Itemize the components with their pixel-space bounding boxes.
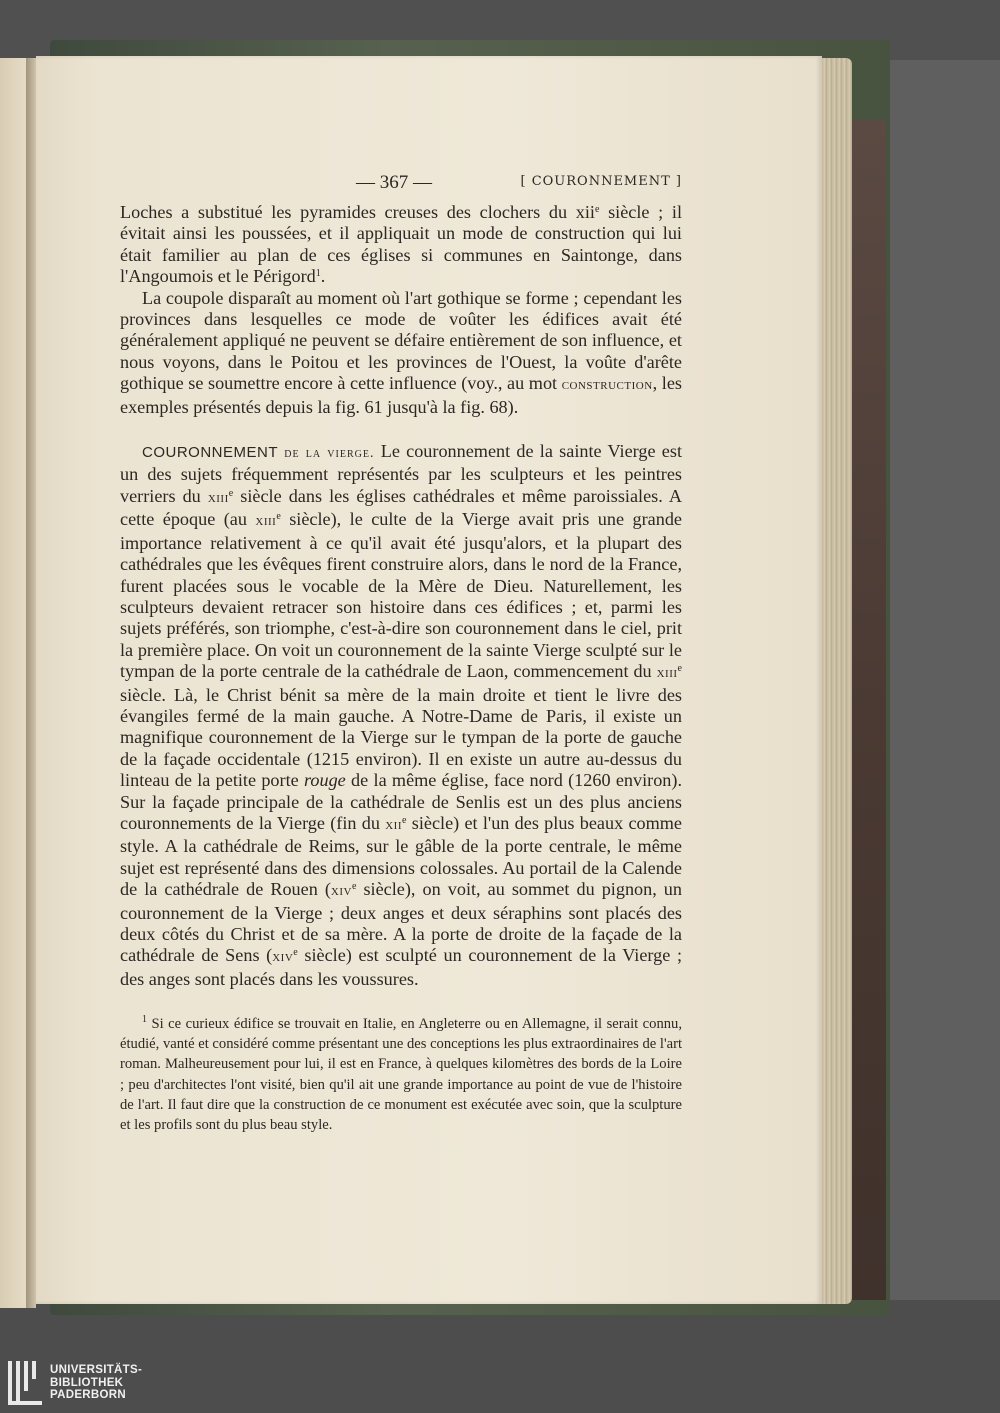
body-text	[120, 202, 682, 990]
running-head: [ COURONNEMENT ]	[520, 174, 682, 189]
emphasis-rouge: rouge	[304, 770, 346, 791]
entry-subheading: de la vierge.	[284, 446, 375, 462]
entry-heading: COURONNEMENT	[142, 444, 278, 462]
library-logo-icon	[8, 1361, 42, 1405]
left-page	[0, 58, 26, 1308]
page-header	[120, 172, 682, 198]
footnote	[120, 1014, 682, 1135]
page-edges	[818, 58, 852, 1304]
entry-couronnement: COURONNEMENT de la vierge. Le couronnement de la sainte Vierge est un des sujets fréquemment représentés par les sculpteurs et les peintres verriers du xiii$^e$ siècle dans les églises cathédrales et même paroissiales. A cette époque (au xiii$^e$ siècle), le culte de la Vierge avait pris une grande importance relativement à ce qu'il avait été jusqu'alors, et la plupart des cathédrales que les évêques firent construire alors, dans le nord de la France, furent placées sous le vocable de la Mère de Dieu. Naturellement, les sculpteurs devaient retracer son histoire dans ces édifices ; et, parmi les sujets préférés, son triomphe, c'est-à-dire son couronnement dans le ciel, prit la première place. On voit un couronnement de la sainte Vierge sculpté sur le tympan de la porte centrale de la cathédrale de Laon, commencement du xiii$^e$ siècle. Là, le Christ bénit sa mère de la main droite et tient le livre des évangiles fermé de la main gauche. A Notre-Dame de Paris, il existe un magnifique couronnement de la Vierge sur le tympan de la porte de gauche de la façade occidentale (1215 environ). Il en existe un autre au-dessus du linteau de la petite porte rouge de la même église, face nord (1260 environ). Sur la façade principale de la cathédrale de Senlis est un des plus anciens couronnements de la Vierge (fin du xii$^e$ siècle) et l'un des plus beaux comme style. A la cathédrale de Reims, sur le gâble de la porte centrale, le même sujet est représenté dans des dimensions colossales. Au portail de la Calende de la cathédrale de Rouen (xiv$^e$ siècle), on voit, au sommet du pignon, un couronnement de la Vierge ; deux anges et deux séraphins sont placés des deux côtés du Christ et de sa mère. A la porte de droite de la façade de la cathédrale de Sens (xiv$^e$ siècle) est sculpté un couronnement de la Vierge ; des anges sont placés dans les voussures.	[120, 441, 683, 989]
paragraph-1: Loches a substitué les pyramides creuses des clochers du xii$^e$ siècle ; il évitait ainsi les poussées, et il appliquait un mode de construction qui lui était familier au plan de ces églises si communes en Saintonge, dans l'Angoumois et le Périgord$^1$.	[120, 202, 682, 287]
library-name: UNIVERSITÄTS- BIBLIOTHEK PADERBORN	[50, 1364, 143, 1402]
page-number: — 367 —	[356, 172, 432, 193]
library-logo	[8, 1360, 142, 1406]
paragraph-2: La coupole disparaît au moment où l'art gothique se forme ; cependant les provinces dans lesquelles ce mode de voûter les édifices avait été généralement appliqué ne peuvent se défaire entièrement de son influence, et nous voyons, dans le Poitou et les provinces de l'Ouest, la voûte d'arête gothique se soumettre encore à cette influence (voy., au mot construction, les exemples présentés depuis la fig. 61 jusqu'à la fig. 68).	[120, 287, 682, 417]
background-bottom	[0, 1300, 1000, 1413]
gutter	[26, 58, 36, 1308]
book-spine	[848, 120, 886, 1300]
footnote-text: Si ce curieux édifice se trouvait en Italie, en Angleterre ou en Allemagne, il serait connu, étudié, vanté et considéré comme présentant une des conceptions les plus extraordinaires de l'art roman. Malheureusement pour lui, il est en France, à quelques kilomètres des bords de la Loire ; peu d'architectes l'ont visité, bien qu'il ait une grande importance au point de vue de l'histoire de l'art. Il faut dire que la construction de ce monument est exécutée avec soin, que la sculpture et les profils sont du plus beau style.	[120, 1016, 682, 1134]
footnote-ref: 1	[315, 268, 321, 280]
footnote-marker: 1	[142, 1014, 147, 1025]
